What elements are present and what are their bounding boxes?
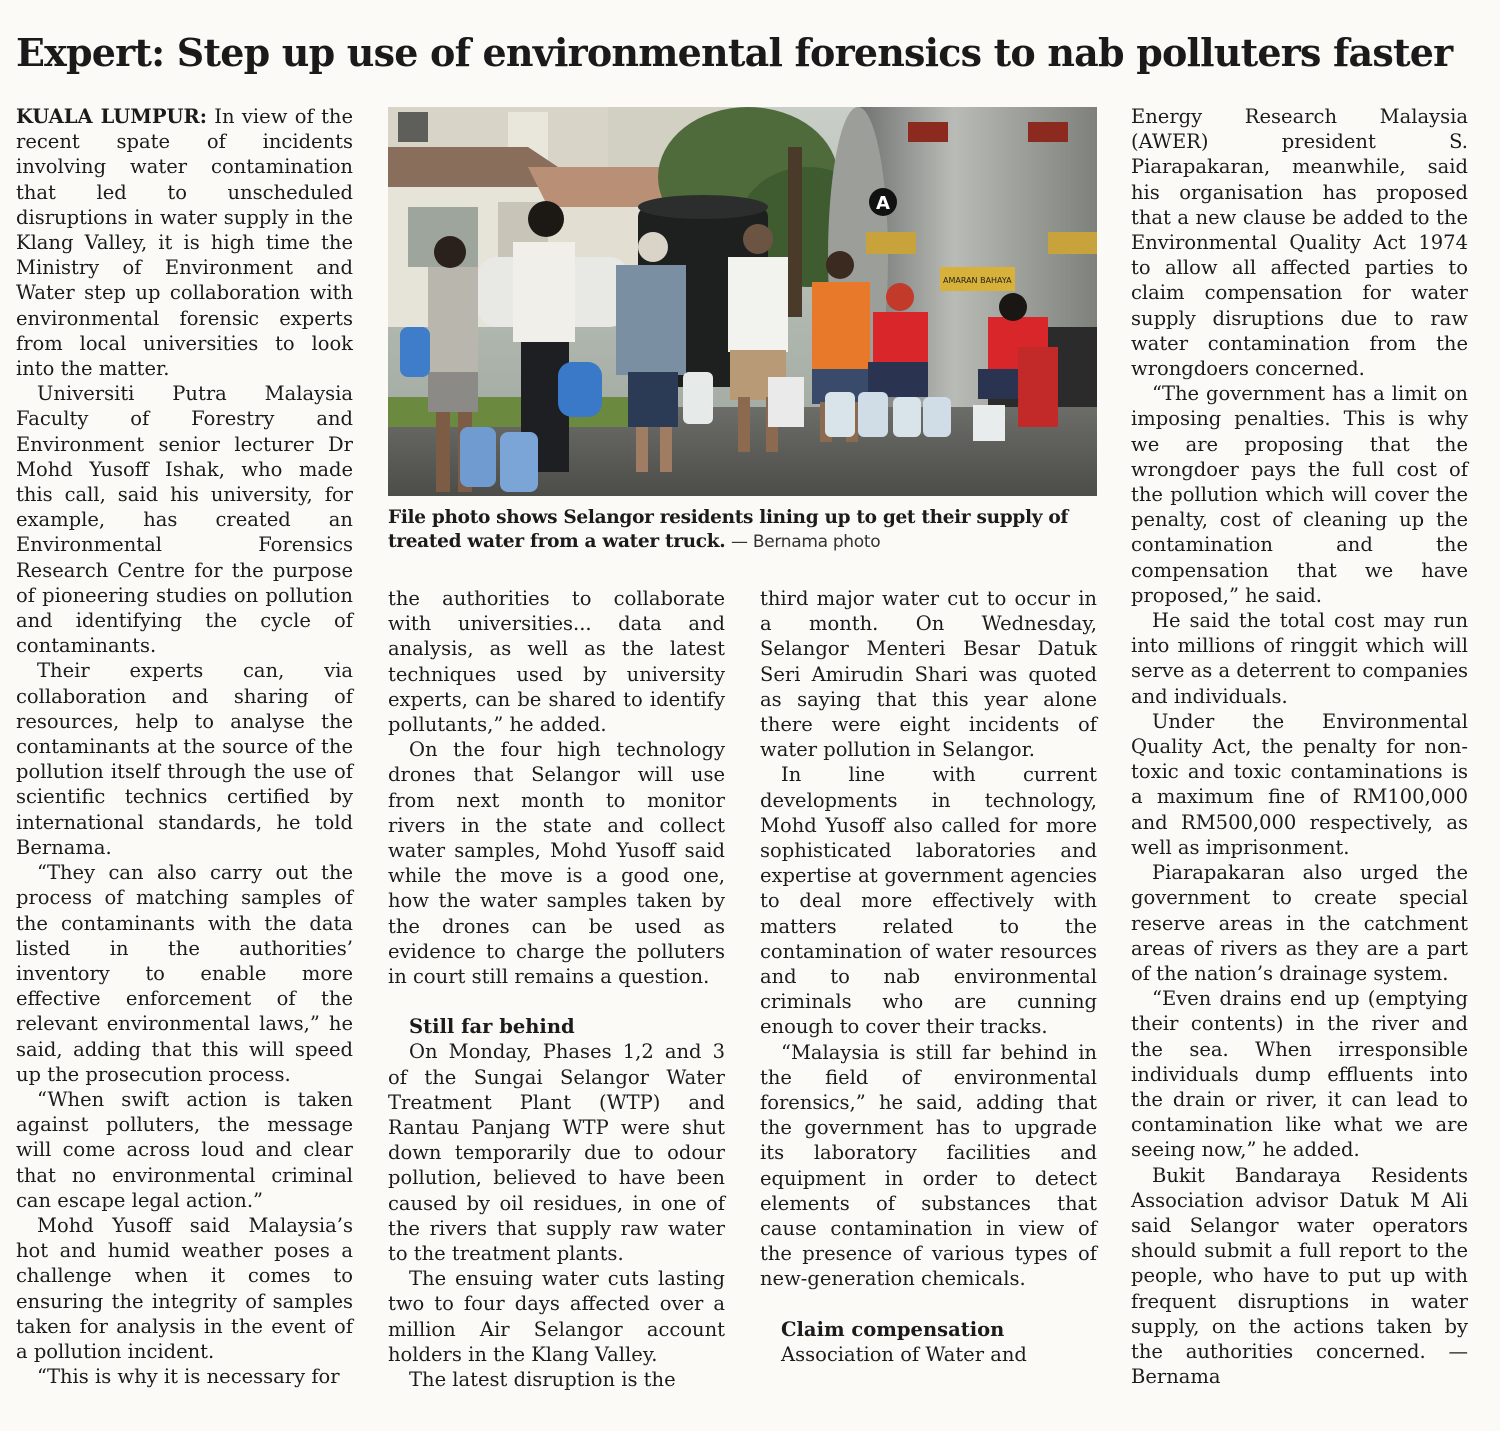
paragraph: The ensuing water cuts lasting two to four days affected over a million Air Selangor account holders in the Klang Valley.: [388, 1267, 725, 1366]
paragraph: Bukit Bandaraya Residents Association advisor Datuk M Ali said Selangor water operators should submit a full report to the people, who have to put up with frequent disruptions in water supply, on the actions taken by the authorities concerned. — Bernama: [1131, 1163, 1468, 1389]
lead-paragraph: [16, 104, 353, 381]
lead-text: In view of the recent spate of incidents involving water contamination that led to unscheduled disruptions in water supply in the Klang Valley, it is high time the Ministry of Environment and Water step up collaboration with environmental forensic experts from local universities to look into the matter.: [16, 105, 354, 381]
article-column-2: [388, 586, 725, 1392]
article-column-1: [16, 104, 353, 1389]
dateline: KUALA LUMPUR:: [16, 105, 207, 128]
paragraph: The latest disruption is the: [409, 1368, 676, 1392]
subheading: Claim compensation: [781, 1317, 1005, 1341]
paragraph: He said the total cost may run into millions of ringgit which will serve as a deterrent to companies and individuals.: [1131, 609, 1468, 708]
paragraph: “This is why it is necessary for: [37, 1365, 340, 1389]
paragraph: Piarapakaran also urged the government to create special reserve areas in the catchment areas of rivers as they are a part of the nation’s drainage system.: [1131, 861, 1468, 985]
paragraph: “The government has a limit on imposing penalties. This is why we are proposing that the wrongdoer pays the full cost of the pollution which will cover the penalty, cost of cleaning up the contamination and the compensation that we have proposed,” he said.: [1131, 382, 1468, 607]
paragraph: third major water cut to occur in a month. On Wednesday, Selangor Menteri Besar Datuk Seri Amirudin Shari was quoted as saying that this year alone there were eight incidents of water pollution in Selangor.: [760, 587, 1097, 762]
paragraph: Universiti Putra Malaysia Faculty of Forestry and Environment senior lecturer Dr Mohd Yusoff Ishak, who made this call, said his university, for example, has created an Environmental Forensics Research Centre for the purpose of pioneering studies on pollution and identifying the cycle of contaminants.: [16, 382, 353, 658]
paragraph: Association of Water and: [781, 1342, 1027, 1366]
paragraph: In line with current developments in technology, Mohd Yusoff also called for more sophisticated laboratories and expertise at government agencies to deal more effectively with matters related to the contamination of water resources and to nab environmental criminals who are cunning enough to cover their tracks.: [760, 763, 1097, 1039]
truck-sign-text: A: [876, 193, 890, 214]
paragraph: On the four high technology drones that Selangor will use from next month to monitor rivers in the state and collect water samples, Mohd Yusoff said while the move is a good one, how the water samples taken by the drones can be used as evidence to charge the polluters in court still remains a question.: [388, 738, 725, 989]
article-column-3: [760, 586, 1097, 1367]
paragraph: “Malaysia is still far behind in the field of environmental forensics,” he said, adding that the government has to upgrade its laboratory facilities and equipment in order to detect elements of substances that cause contamination in view of the presence of various types of new-generation chemicals.: [760, 1040, 1097, 1291]
article-column-4: [1131, 104, 1468, 1389]
photo-caption: [388, 506, 1100, 554]
paragraph: the authorities to collaborate with universities... data and analysis, as well as the latest techniques used by university experts, can be shared to identify pollutants,” he added.: [388, 587, 725, 737]
paragraph: Under the Environmental Quality Act, the penalty for non-toxic and toxic contaminations is a maximum fine of RM100,000 and RM500,000 respectively, as well as imprisonment.: [1131, 709, 1468, 859]
paragraph: On Monday, Phases 1,2 and 3 of the Sungai Selangor Water Treatment Plant (WTP) and Rantau Panjang WTP were shut down temporarily due to odour pollution, believed to have been caused by oil residues, in one of the rivers that supply raw water to the treatment plants.: [388, 1040, 725, 1266]
paragraph: Mohd Yusoff said Malaysia’s hot and humid weather poses a challenge when it comes to ensuring the integrity of samples taken for analysis in the event of a pollution incident.: [16, 1213, 353, 1363]
subheading: Still far behind: [409, 1015, 575, 1039]
paragraph: Their experts can, via collaboration and sharing of resources, help to analyse the contaminants at the source of the pollution itself through the use of scientific technics certified by international standards, he told Bernama.: [16, 659, 353, 859]
paragraph: “When swift action is taken against polluters, the message will come across loud and clear that no environmental criminal can escape legal action.”: [16, 1087, 353, 1212]
residents-queue-photo: [388, 107, 1097, 496]
photo-credit: — Bernama photo: [731, 532, 881, 552]
headline: Expert: Step up use of environmental forensics to nab polluters faster: [16, 30, 1453, 75]
truck-plate-text: AMARAN BAHAYA: [943, 276, 1012, 285]
caption-text: File photo shows Selangor residents lining up to get their supply of treated water from a water truck.: [388, 507, 1069, 552]
paragraph: “They can also carry out the process of matching samples of the contaminants with the data listed in the authorities’ inventory to enable more effective enforcement of the relevant environmental laws,” he said, adding that this will speed up the prosecution process.: [16, 861, 353, 1086]
news-photo: [388, 107, 1097, 496]
paragraph: “Even drains end up (emptying their contents) in the river and the sea. When irresponsible individuals dump effluents into the drain or river, it can lead to contamination like what we are seeing now,” he added.: [1131, 987, 1468, 1162]
paragraph: Energy Research Malaysia (AWER) president S. Piarapakaran, meanwhile, said his organisation has proposed that a new clause be added to the Environmental Quality Act 1974 to allow all affected parties to claim compensation for water supply disruptions due to raw water contamination from the wrongdoers concerned.: [1131, 105, 1468, 381]
